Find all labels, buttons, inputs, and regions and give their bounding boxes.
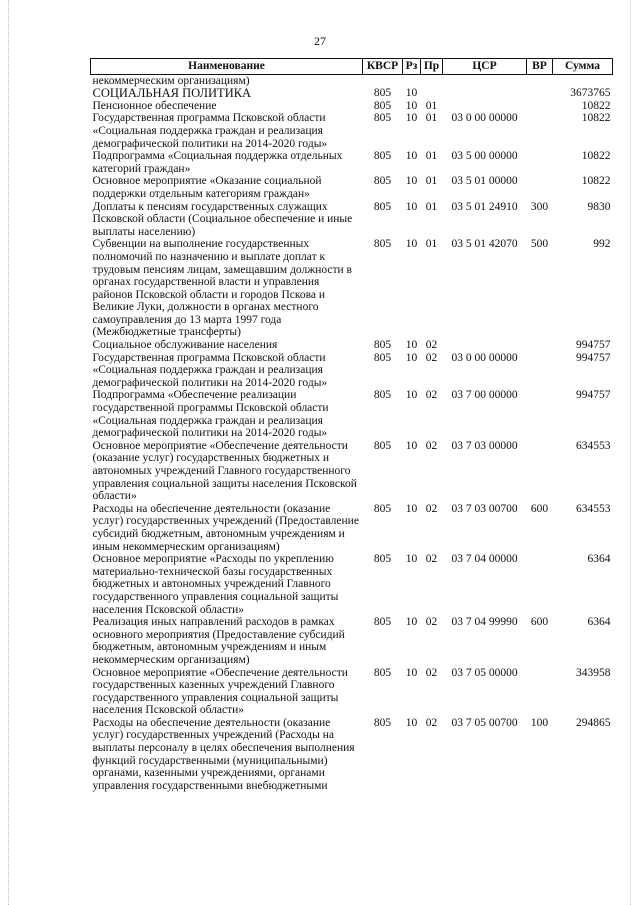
cell-sum: 10822 bbox=[581, 175, 611, 188]
table-row bbox=[91, 238, 613, 339]
cell-rz: 10 bbox=[405, 175, 418, 188]
cell-rz: 10 bbox=[405, 553, 418, 566]
column-header-pr: Пр bbox=[421, 59, 443, 75]
cell-kvsr: 805 bbox=[373, 150, 392, 163]
cell-sum: 10822 bbox=[581, 99, 611, 112]
cell-name: Расходы на обеспечение деятельности (оказание услуг) государственных учреждений (Расходы на выплаты персоналу в целях обеспечения выполнения функций государственными (муниципальными) органами, казенными учреждениями, органами управления государственными внебюджетными bbox=[92, 716, 355, 792]
cell-vr bbox=[527, 667, 553, 717]
cell-name: Основное мероприятие «Оказание социальной поддержки отдельным категориям граждан» bbox=[92, 175, 322, 200]
cell-name: СОЦИАЛЬНАЯ ПОЛИТИКА bbox=[92, 86, 252, 101]
cell-kvsr: 805 bbox=[373, 99, 392, 112]
cell-pr: 02 bbox=[425, 666, 438, 679]
cell-kvsr: 805 bbox=[373, 238, 392, 251]
cell-vr bbox=[527, 150, 553, 175]
cell-rz: 10 bbox=[405, 439, 418, 452]
cell-sum: 994757 bbox=[576, 339, 611, 352]
cell-vr: 100 bbox=[530, 716, 549, 729]
cell-name: Доплаты к пенсиям государственных служащих Псковской области (Социальное обеспечение и иные выплаты населению) bbox=[92, 200, 353, 238]
cell-kvsr: 805 bbox=[373, 439, 392, 452]
table-row bbox=[91, 150, 613, 175]
column-header-sum: Сумма bbox=[553, 59, 613, 75]
cell-kvsr bbox=[363, 74, 403, 87]
page-number: 27 bbox=[314, 34, 326, 48]
table-row bbox=[91, 503, 613, 553]
table-row bbox=[91, 440, 613, 503]
cell-pr: 02 bbox=[425, 616, 438, 629]
cell-pr: 01 bbox=[425, 150, 438, 163]
cell-name: Расходы на обеспечение деятельности (оказание услуг) государственных учреждений (Предоставление субсидий бюджетным, автономным учреждениям и иным некоммерческим организациям) bbox=[92, 502, 359, 553]
cell-kvsr: 805 bbox=[373, 339, 392, 352]
cell-vr bbox=[527, 339, 553, 352]
cell-kvsr: 805 bbox=[373, 112, 392, 125]
cell-pr: 02 bbox=[425, 716, 438, 729]
cell-csr bbox=[443, 339, 527, 352]
cell-sum: 992 bbox=[593, 238, 611, 251]
cell-sum: 634553 bbox=[576, 439, 611, 452]
cell-csr: 03 5 00 00000 bbox=[451, 150, 518, 163]
cell-pr bbox=[421, 87, 443, 100]
table-row bbox=[91, 201, 613, 239]
cell-rz: 10 bbox=[405, 112, 418, 125]
cell-rz: 10 bbox=[405, 238, 418, 251]
cell-name: некоммерческим организациям) bbox=[92, 74, 250, 87]
table-row bbox=[91, 112, 613, 150]
cell-name: Реализация иных направлений расходов в рамках основного мероприятия (Предоставление субсидий бюджетным, автономным учреждениям и иным некоммерческим организациям) bbox=[92, 616, 345, 666]
budget-table bbox=[90, 58, 613, 792]
cell-csr: 03 5 01 00000 bbox=[451, 175, 518, 188]
table-body bbox=[91, 74, 613, 792]
cell-name: Пенсионное обеспечение bbox=[92, 99, 217, 112]
cell-name: Основное мероприятие «Расходы по укреплению материально-технической базы государственных бюджетных и автономных учреждений Главного государственного управления социальной защиты населения Псковской области» bbox=[92, 553, 339, 616]
cell-csr bbox=[443, 87, 527, 100]
scan-edge-right bbox=[630, 0, 632, 905]
cell-kvsr: 805 bbox=[373, 616, 392, 629]
cell-vr: 300 bbox=[530, 200, 549, 213]
cell-sum: 634553 bbox=[576, 502, 611, 515]
cell-pr: 01 bbox=[425, 99, 438, 112]
cell-pr: 02 bbox=[425, 502, 438, 515]
cell-sum bbox=[553, 74, 613, 87]
column-header-vr: ВР bbox=[527, 59, 553, 75]
table-row bbox=[91, 616, 613, 666]
cell-csr: 03 7 04 99990 bbox=[451, 616, 518, 629]
cell-pr bbox=[421, 74, 443, 87]
cell-name: Субвенции на выполнение государственных полномочий по назначению и выплате доплат к трудовым пенсиям лицам, замещавшим должности в органах государственной власти и управления районов Псковской области и городов Пскова и Великие Луки, должности в органах местного самоуправления до 13 марта 1997 года (Межбюджетные трансферты) bbox=[92, 238, 352, 339]
cell-vr bbox=[527, 553, 553, 616]
cell-rz: 10 bbox=[405, 99, 418, 112]
cell-kvsr: 805 bbox=[373, 351, 392, 364]
table-row bbox=[91, 717, 613, 793]
column-header-rz: Рз bbox=[403, 59, 421, 75]
scan-edge-left bbox=[8, 0, 10, 905]
cell-pr: 01 bbox=[425, 112, 438, 125]
cell-vr: 500 bbox=[530, 238, 549, 251]
table-row bbox=[91, 352, 613, 390]
cell-csr: 03 5 01 24910 bbox=[451, 200, 518, 213]
table-row bbox=[91, 389, 613, 439]
table-row bbox=[91, 87, 613, 100]
cell-csr: 03 5 01 42070 bbox=[451, 238, 518, 251]
cell-csr: 03 0 00 00000 bbox=[451, 112, 518, 125]
cell-kvsr: 805 bbox=[373, 716, 392, 729]
cell-sum: 10822 bbox=[581, 150, 611, 163]
cell-vr bbox=[527, 112, 553, 150]
column-header-csr: ЦСР bbox=[443, 59, 527, 75]
cell-name: Основное мероприятие «Обеспечение деятельности (оказание услуг) государственных бюджетных и автономных учреждений Главного государственного управления социальной защиты населения Псковской области» bbox=[92, 439, 357, 503]
cell-sum: 3673765 bbox=[570, 87, 611, 100]
cell-rz: 10 bbox=[405, 351, 418, 364]
table-row bbox=[91, 100, 613, 113]
column-header-name: Наименование bbox=[91, 59, 363, 75]
cell-sum: 294865 bbox=[576, 716, 611, 729]
cell-name: Подпрограмма «Социальная поддержка отдельных категорий граждан» bbox=[92, 150, 343, 175]
cell-rz: 10 bbox=[405, 150, 418, 163]
cell-vr bbox=[527, 175, 553, 200]
cell-pr: 02 bbox=[425, 553, 438, 566]
cell-kvsr: 805 bbox=[373, 502, 392, 515]
table-header-row bbox=[91, 59, 613, 75]
cell-vr: 600 bbox=[530, 502, 549, 515]
cell-csr: 03 7 03 00000 bbox=[451, 439, 518, 452]
cell-vr bbox=[527, 389, 553, 439]
column-header-kvsr: КВСР bbox=[363, 59, 403, 75]
cell-sum: 6364 bbox=[587, 553, 611, 566]
cell-pr: 02 bbox=[425, 339, 438, 352]
cell-csr bbox=[443, 74, 527, 87]
cell-kvsr: 805 bbox=[373, 666, 392, 679]
cell-kvsr: 805 bbox=[373, 553, 392, 566]
cell-csr: 03 7 05 00000 bbox=[451, 666, 518, 679]
cell-csr: 03 0 00 00000 bbox=[451, 351, 518, 364]
cell-rz: 10 bbox=[405, 339, 418, 352]
cell-rz: 10 bbox=[405, 502, 418, 515]
cell-pr: 01 bbox=[425, 238, 438, 251]
cell-kvsr: 805 bbox=[373, 389, 392, 402]
cell-sum: 9830 bbox=[587, 200, 611, 213]
cell-name: Основное мероприятие «Обеспечение деятельности государственных казенных учреждений Главного государственного управления социальной защиты населения Псковской области» bbox=[92, 666, 348, 717]
cell-rz: 10 bbox=[405, 716, 418, 729]
table-row bbox=[91, 175, 613, 200]
cell-name: Государственная программа Псковской области «Социальная поддержка граждан и реализация демографической политики на 2014-2020 годы» bbox=[92, 112, 328, 150]
cell-vr bbox=[527, 100, 553, 113]
cell-sum: 994757 bbox=[576, 351, 611, 364]
cell-name: Государственная программа Псковской области «Социальная поддержка граждан и реализация демографической политики на 2014-2020 годы» bbox=[92, 351, 328, 389]
cell-kvsr: 805 bbox=[373, 87, 392, 100]
cell-pr: 02 bbox=[425, 439, 438, 452]
cell-pr: 02 bbox=[425, 351, 438, 364]
cell-kvsr: 805 bbox=[373, 175, 392, 188]
cell-sum: 343958 bbox=[576, 666, 611, 679]
cell-rz: 10 bbox=[405, 389, 418, 402]
table-row bbox=[91, 553, 613, 616]
cell-name: Социальное обслуживание населения bbox=[92, 339, 278, 352]
cell-rz bbox=[403, 74, 421, 87]
cell-pr: 01 bbox=[425, 175, 438, 188]
cell-rz: 10 bbox=[405, 200, 418, 213]
cell-rz: 10 bbox=[405, 666, 418, 679]
table-row bbox=[91, 339, 613, 352]
table-row bbox=[91, 667, 613, 717]
cell-kvsr: 805 bbox=[373, 200, 392, 213]
cell-csr: 03 7 05 00700 bbox=[451, 716, 518, 729]
cell-vr: 600 bbox=[530, 616, 549, 629]
cell-vr bbox=[527, 352, 553, 390]
cell-sum: 994757 bbox=[576, 389, 611, 402]
cell-pr: 01 bbox=[425, 200, 438, 213]
cell-sum: 6364 bbox=[587, 616, 611, 629]
cell-name: Подпрограмма «Обеспечение реализации государственной программы Псковской области «Социальная поддержка граждан и реализация демографической политики на 2014-2020 годы» bbox=[92, 389, 329, 440]
cell-sum: 10822 bbox=[581, 112, 611, 125]
cell-csr: 03 7 04 00000 bbox=[451, 553, 518, 566]
cell-vr bbox=[527, 440, 553, 503]
cell-pr: 02 bbox=[425, 389, 438, 402]
cell-vr bbox=[527, 74, 553, 87]
cell-vr bbox=[527, 87, 553, 100]
cell-rz: 10 bbox=[405, 87, 418, 100]
cell-rz: 10 bbox=[405, 616, 418, 629]
cell-csr: 03 7 03 00700 bbox=[451, 502, 518, 515]
cell-csr bbox=[443, 100, 527, 113]
cell-csr: 03 7 00 00000 bbox=[451, 389, 518, 402]
